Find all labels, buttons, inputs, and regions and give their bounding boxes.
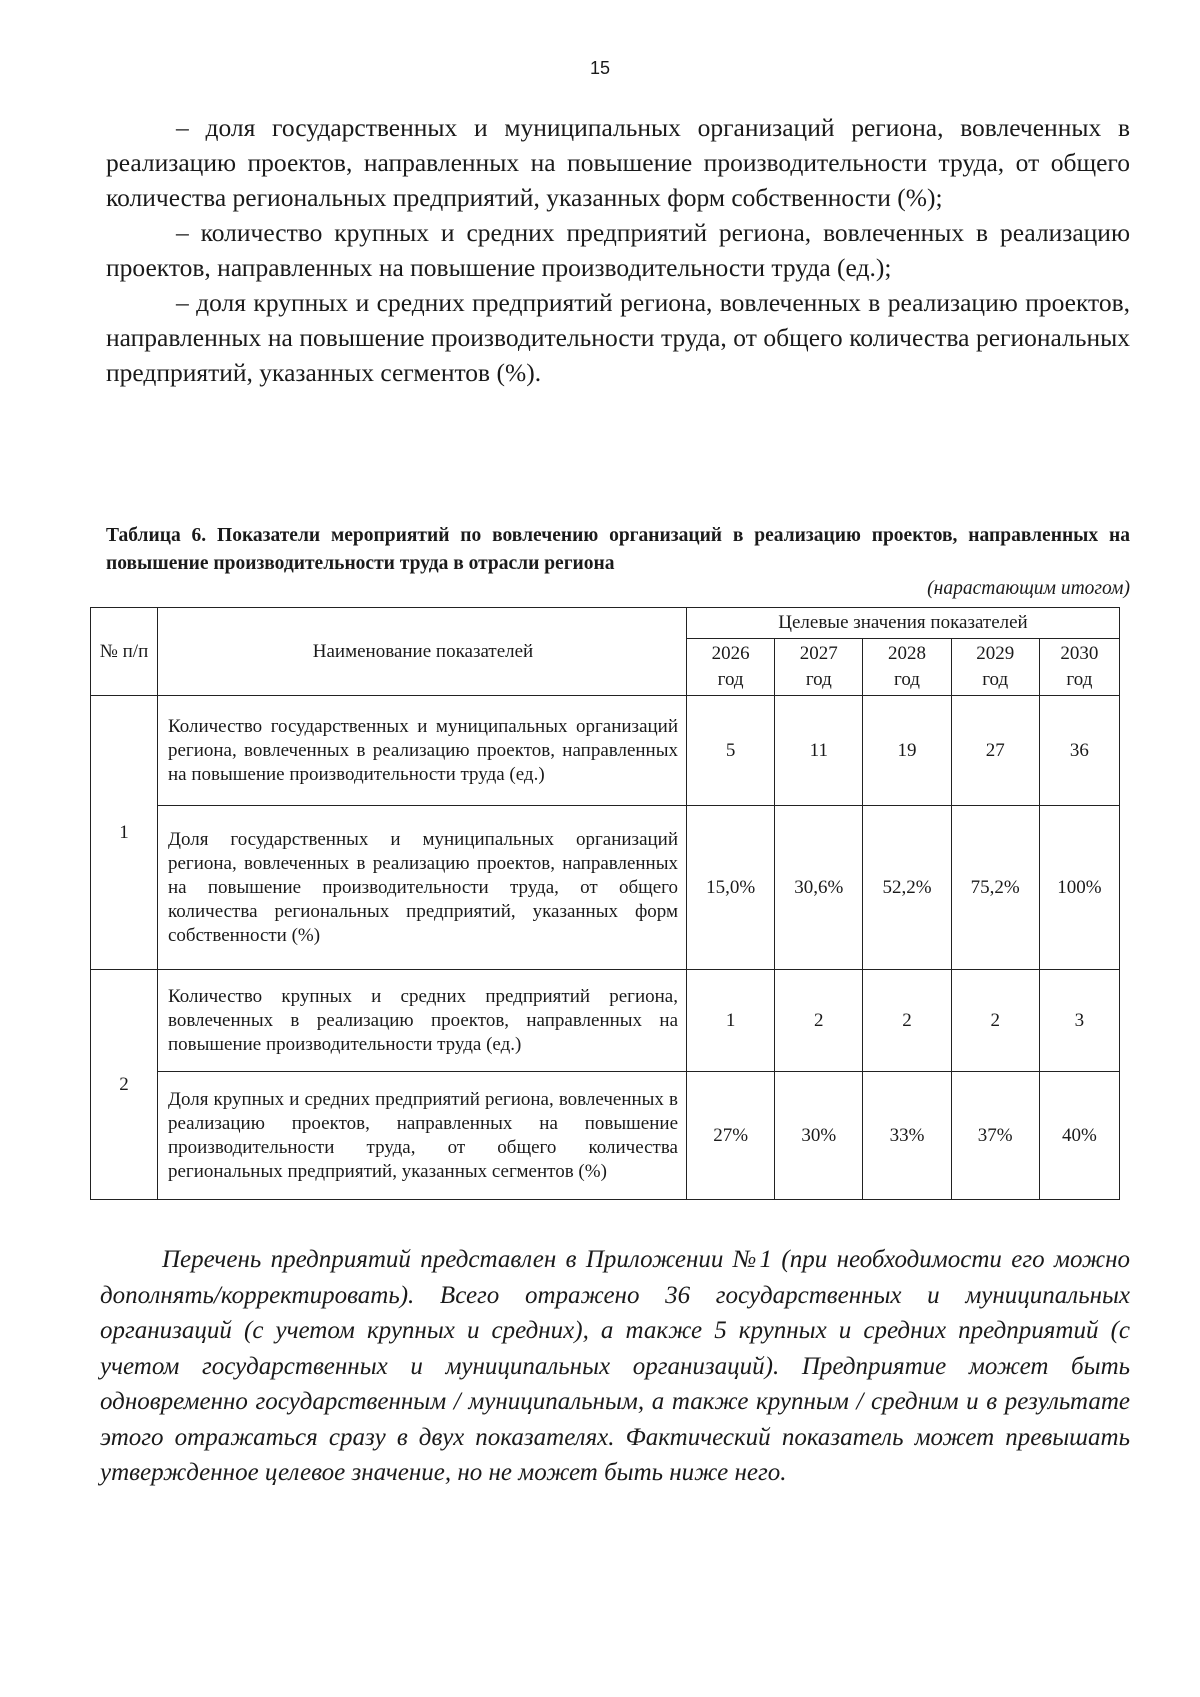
header-year-number: 2027 <box>799 643 838 664</box>
value-cell: 19 <box>863 696 951 806</box>
value-cell: 15,0% <box>687 806 775 970</box>
row-number: 2 <box>91 970 158 1200</box>
footnote-text <box>100 1242 1130 1491</box>
value-cell: 30,6% <box>775 806 863 970</box>
header-year <box>775 639 863 696</box>
body-text <box>106 110 1130 390</box>
header-year-unit: год <box>1066 669 1093 690</box>
value-cell: 2 <box>863 970 951 1072</box>
header-year <box>1039 639 1119 696</box>
value-cell: 27 <box>951 696 1039 806</box>
paragraph: – доля крупных и средних предприятий региона, вовлеченных в реализацию проектов, направленных на повышение производительности труда, от общего количества региональных предприятий, указанных сегментов (%). <box>106 288 1130 387</box>
value-cell: 11 <box>775 696 863 806</box>
header-year-unit: год <box>717 669 744 690</box>
table-caption: Таблица 6. Показатели мероприятий по вовлечению организаций в реализацию проектов, направленных на повышение производительности труда в отрасли региона <box>106 525 1130 574</box>
value-cell: 40% <box>1039 1072 1119 1200</box>
table-row <box>91 1072 1120 1200</box>
row-number: 1 <box>91 696 158 970</box>
header-year <box>687 639 775 696</box>
value-cell: 30% <box>775 1072 863 1200</box>
header-year-unit: год <box>805 669 832 690</box>
paragraph: – доля государственных и муниципальных организаций региона, вовлеченных в реализацию проектов, направленных на повышение производительности труда, от общего количества региональных предприятий, указанных форм собственности (%); <box>106 113 1130 212</box>
value-cell: 2 <box>951 970 1039 1072</box>
indicator-name: Количество государственных и муниципальных организаций региона, вовлеченных в реализацию проектов, направленных на повышение производительности труда (ед.) <box>158 696 687 806</box>
header-name: Наименование показателей <box>158 608 687 696</box>
indicators-table <box>90 607 1120 1200</box>
header-year-unit: год <box>894 669 920 690</box>
header-year-number: 2030 <box>1060 643 1099 664</box>
value-cell: 33% <box>863 1072 951 1200</box>
indicator-name: Количество крупных и средних предприятий региона, вовлеченных в реализацию проектов, направленных на повышение производительности труда (ед.) <box>158 970 687 1072</box>
value-cell: 100% <box>1039 806 1119 970</box>
header-year-number: 2029 <box>976 643 1015 664</box>
header-year <box>951 639 1039 696</box>
value-cell: 5 <box>687 696 775 806</box>
header-year-number: 2028 <box>888 643 926 664</box>
table-header-row <box>91 608 1120 639</box>
value-cell: 3 <box>1039 970 1119 1072</box>
value-cell: 52,2% <box>863 806 951 970</box>
table-row <box>91 806 1120 970</box>
value-cell: 2 <box>775 970 863 1072</box>
table-row <box>91 970 1120 1072</box>
value-cell: 37% <box>951 1072 1039 1200</box>
indicator-name: Доля государственных и муниципальных организаций региона, вовлеченных в реализацию проектов, направленных на повышение производительности труда, от общего количества региональных предприятий, указанных форм собственности (%) <box>158 806 687 970</box>
paragraph: – количество крупных и средних предприятий региона, вовлеченных в реализацию проектов, направленных на повышение производительности труда (ед.); <box>106 218 1130 282</box>
page-number: 15 <box>589 58 611 78</box>
header-year-unit: год <box>982 669 1009 690</box>
value-cell: 75,2% <box>951 806 1039 970</box>
header-year-number: 2026 <box>711 643 750 664</box>
table-row <box>91 696 1120 806</box>
value-cell: 36 <box>1039 696 1119 806</box>
value-cell: 1 <box>687 970 775 1072</box>
footnote-paragraph: Перечень предприятий представлен в Приложении №1 (при необходимости его можно дополнять/корректировать). Всего отражено 36 государственных и муниципальных организаций (с учетом крупных и средних), а также 5 крупных и средних предприятий (с учетом государственных и муниципальных организаций). Предприятие может быть одновременно государственным / муниципальным, а также крупным / средним и в результате этого отражаться сразу в двух показателях. Фактический показатель может превышать утвержденное целевое значение, но не может быть ниже него. <box>100 1246 1130 1486</box>
value-cell: 27% <box>687 1072 775 1200</box>
header-year <box>863 639 951 696</box>
header-num: № п/п <box>91 608 158 696</box>
indicator-name: Доля крупных и средних предприятий региона, вовлеченных в реализацию проектов, направленных на повышение производительности труда, от общего количества региональных предприятий, указанных сегментов (%) <box>158 1072 687 1200</box>
table-note: (нарастающим итогом) <box>927 578 1130 599</box>
header-target-values: Целевые значения показателей <box>687 608 1120 639</box>
